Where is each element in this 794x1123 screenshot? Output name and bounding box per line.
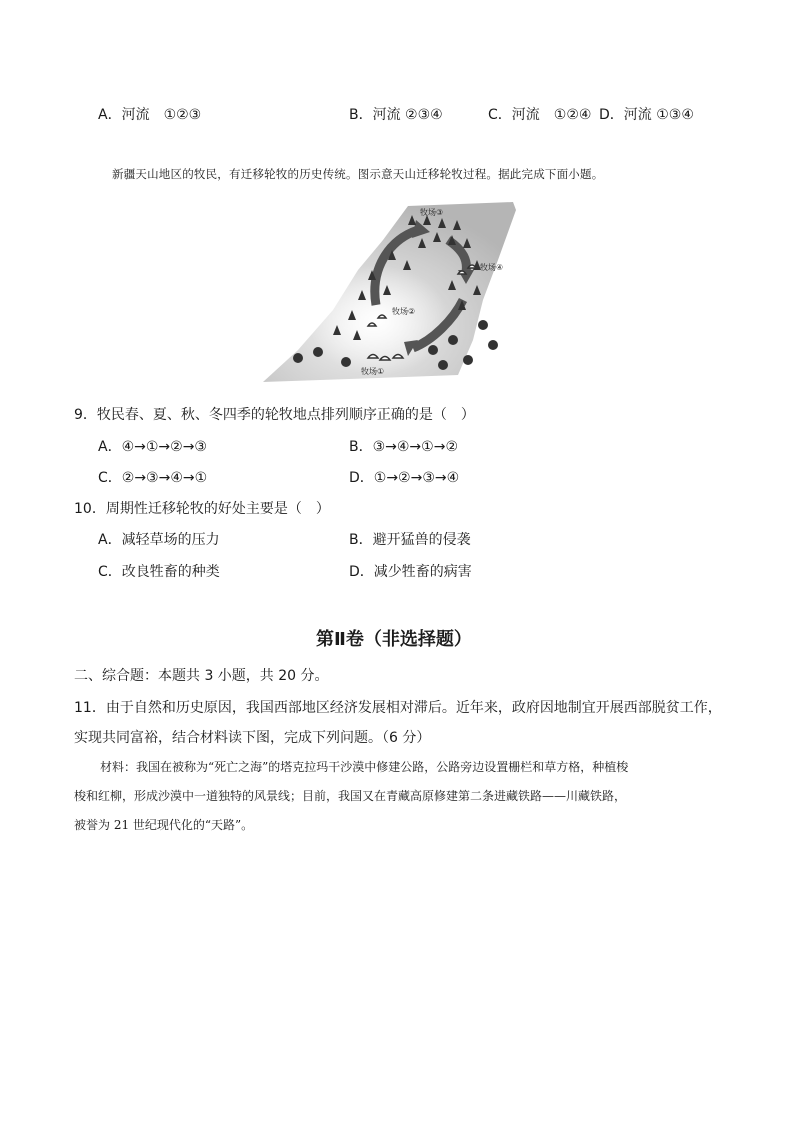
label-pasture-2: 牧场② — [392, 307, 416, 316]
material-line-1: 材料：我国在被称为“死亡之海”的塔克拉玛干沙漠中修建公路，公路旁边设置栅栏和草方格，种植梭 — [100, 760, 629, 774]
q9-option-b: B．③→④→①→② — [349, 439, 458, 455]
q11-line-2: 实现共同富裕，结合材料读下图，完成下列问题。（6 分） — [74, 730, 431, 746]
q9-option-c: C．②→③→④→① — [98, 470, 208, 486]
q10-option-d: D．减少牲畜的病害 — [349, 564, 472, 580]
q10-option-c: C．改良牲畜的种类 — [98, 564, 220, 580]
q10-stem: 10．周期性迁移轮牧的好处主要是（ ） — [74, 501, 330, 517]
tianshan-grazing-figure — [258, 200, 520, 384]
q10-option-a: A．减轻草场的压力 — [98, 532, 220, 548]
q9-option-d: D．①→②→③→④ — [349, 470, 460, 486]
q9-stem: 9．牧民春、夏、秋、冬四季的轮牧地点排列顺序正确的是（ ） — [74, 407, 475, 423]
section-title: 第Ⅱ卷（非选择题） — [316, 629, 472, 650]
label-pasture-4: 牧场④ — [480, 263, 504, 272]
q8-option-d: D．河流 ①③④ — [599, 107, 694, 123]
material-line-2: 梭和红柳，形成沙漠中一道独特的风景线；目前，我国又在青藏高原修建第二条进藏铁路——川藏铁路， — [74, 789, 627, 803]
q9-option-a: A．④→①→②→③ — [98, 439, 207, 455]
q10-option-b: B．避开猛兽的侵袭 — [349, 532, 471, 548]
question-intro: 新疆天山地区的牧民，有迁移轮牧的历史传统。图示意天山迁移轮牧过程。据此完成下面小题。 — [112, 167, 604, 181]
material-line-3: 被誉为 21 世纪现代化的“天路”。 — [74, 818, 254, 832]
section-heading: 二、综合题：本题共 3 小题，共 20 分。 — [74, 668, 329, 684]
label-pasture-3: 牧场③ — [420, 208, 444, 217]
q8-option-c: C．河流 ①②④ — [488, 107, 592, 123]
label-pasture-1: 牧场① — [361, 367, 385, 376]
q8-option-a: A．河流 ①②③ — [98, 107, 202, 123]
q8-option-b: B．河流 ②③④ — [349, 107, 443, 123]
q11-line-1: 11．由于自然和历史原因，我国西部地区经济发展相对滞后。近年来，政府因地制宜开展西部脱贫工作， — [74, 700, 722, 716]
